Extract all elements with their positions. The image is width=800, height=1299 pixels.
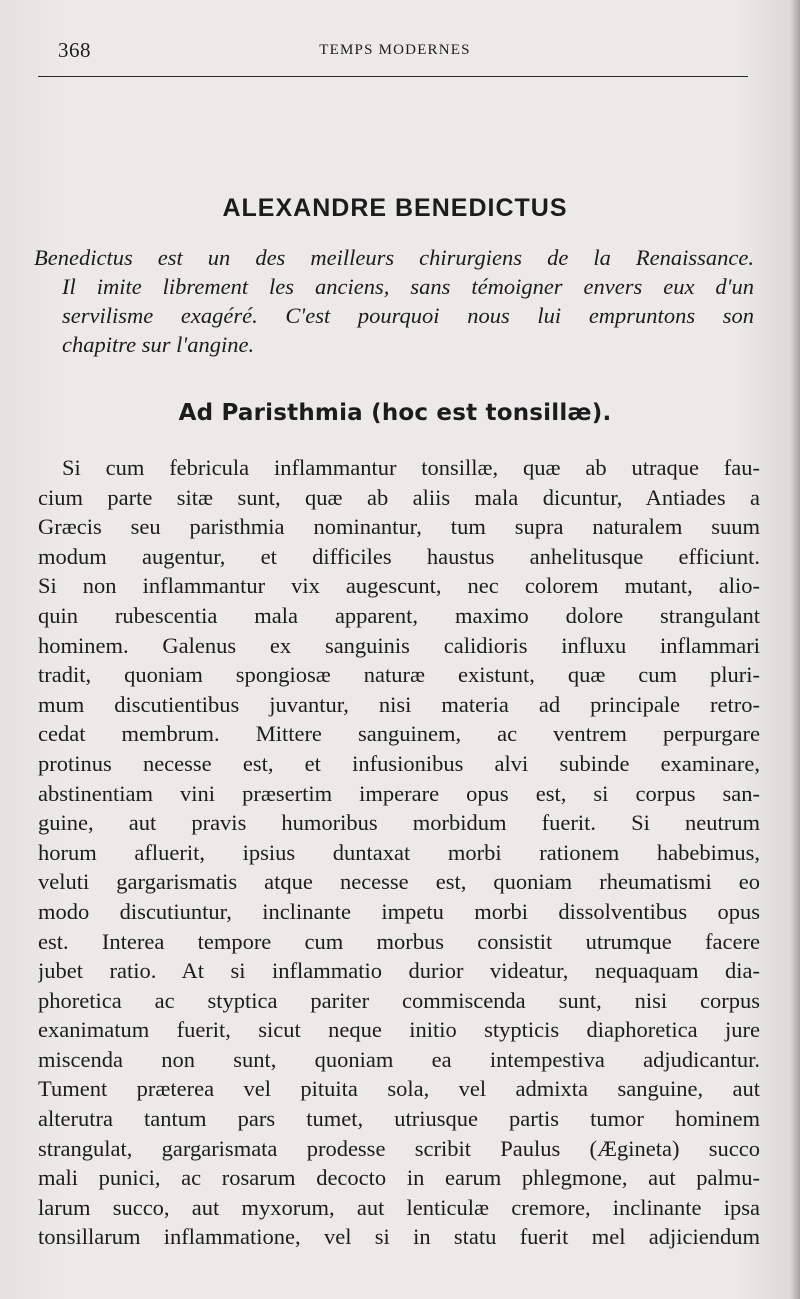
body-line: horum afluerit, ipsius duntaxat morbi rationem habebimus,	[38, 839, 760, 865]
section-title: Ad Paristhmia (hoc est tonsillæ).	[178, 400, 612, 426]
body-line: modo discutiuntur, inclinante impetu morbi dissolventibus opus	[38, 898, 760, 924]
body-paragraph	[38, 453, 760, 1252]
body-line: quin rubescentia mala apparent, maximo dolore strangulant	[38, 602, 760, 628]
intro-line: Il imite librement les anciens, sans témoigner envers eux d'un	[62, 274, 754, 299]
running-title: TEMPS MODERNES	[319, 42, 471, 58]
body-line: abstinentiam vini præsertim imperare opus est, si corpus san-	[38, 780, 760, 806]
body-line: miscenda non sunt, quoniam ea intempestiva adjudicantur.	[38, 1046, 760, 1072]
page-edge-shadow	[790, 0, 800, 1299]
intro-line: Benedictus est un des meilleurs chirurgiens de la Renaissance.	[34, 245, 754, 270]
body-line: est. Interea tempore cum morbus consistit utrumque facere	[38, 928, 760, 954]
body-line: veluti gargarismatis atque necesse est, quoniam rheumatismi eo	[38, 869, 760, 895]
body-line: Tument præterea vel pituita sola, vel admixta sanguine, aut	[38, 1076, 760, 1102]
header-rule	[38, 76, 748, 77]
body-line: Si non inflammantur vix augescunt, nec colorem mutant, alio-	[38, 573, 760, 599]
body-line: strangulat, gargarismata prodesse scribit Paulus (Ægineta) succo	[38, 1135, 760, 1161]
body-line: jubet ratio. At si inflammatio durior videatur, nequaquam dia-	[38, 958, 760, 984]
body-line: mum discutientibus juvantur, nisi materia ad principale retro-	[38, 691, 760, 717]
running-head	[40, 36, 750, 66]
chapter-title: ALEXANDRE BENEDICTUS	[222, 194, 568, 222]
body-line: guine, aut pravis humoribus morbidum fuerit. Si neutrum	[38, 810, 760, 836]
body-line: tonsillarum inflammatione, vel si in statu fuerit mel adjiciendum	[38, 1224, 760, 1250]
intro-line: servilisme exagéré. C'est pourquoi nous lui empruntons son	[62, 303, 754, 328]
body-line: hominem. Galenus ex sanguinis calidioris influxu inflammari	[38, 632, 760, 658]
body-line: larum succo, aut myxorum, aut lenticulæ cremore, inclinante ipsa	[38, 1194, 760, 1220]
body-line: cium parte sitæ sunt, quæ ab aliis mala dicuntur, Antiades a	[38, 484, 760, 510]
intro-line: chapitre sur l'angine.	[62, 332, 255, 357]
intro-paragraph	[34, 243, 754, 359]
body-line: phoretica ac styptica pariter commiscenda sunt, nisi corpus	[38, 987, 760, 1013]
body-line: cedat membrum. Mittere sanguinem, ac ventrem perpurgare	[38, 721, 760, 747]
body-line: modum augentur, et difficiles haustus anhelitusque efficiunt.	[38, 543, 760, 569]
body-line: mali punici, ac rosarum decocto in earum phlegmone, aut palmu-	[38, 1165, 760, 1191]
page-number: 368	[58, 38, 91, 62]
body-line: alterutra tantum pars tumet, utriusque partis tumor hominem	[38, 1106, 760, 1132]
body-line: tradit, quoniam spongiosæ naturæ existunt, quæ cum pluri-	[38, 662, 760, 688]
body-line: exanimatum fuerit, sicut neque initio stypticis diaphoretica jure	[38, 1017, 760, 1043]
body-line: protinus necesse est, et infusionibus alvi subinde examinare,	[38, 750, 760, 776]
body-line: Si cum febricula inflammantur tonsillæ, quæ ab utraque fau-	[62, 455, 760, 480]
body-line: Græcis seu paristhmia nominantur, tum supra naturalem suum	[38, 514, 760, 540]
